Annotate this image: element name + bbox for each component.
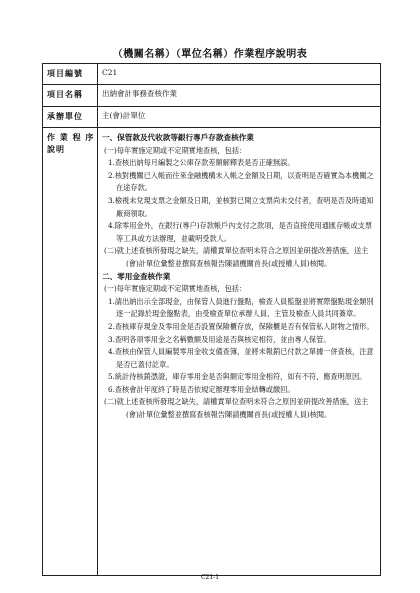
section-2-item: 5.統計待核銷憑證，庫存零用金是否與額定零用金相符，如有不符，應查明原因。 (108, 372, 367, 382)
page-title: （機關名稱）（單位名稱）作業程序說明表 (112, 49, 308, 60)
item-number-row (43, 64, 381, 85)
section-2-followup-text: (二)就上述查核所發現之缺失，請權責單位查明未符合之原因並研提改善措施，送主(會)計單位彙整並撰寫查核報告陳請機關首長(或授權人員)核閱。 (104, 397, 369, 420)
section-2-item: 4.查核由保管人員編製零用金收支備查簿，並將未報銷已付款之單據一併查核，注意是否已蓋付訖章。 (108, 347, 374, 369)
unit-row (43, 107, 381, 128)
section-1-followup-text: (二)就上述查核所發現之缺失，請權責單位查明未符合之原因並研提改善措施，送主(會)計單位彙整並撰寫查核報告陳請機關首長(或授權人員)核閱。 (104, 246, 369, 268)
section-1-intro: (一)每年實施定期或不定期實地查核，包括： (104, 145, 247, 155)
item-number-value: C21 (98, 64, 381, 85)
item-name-value: 出納會計事務查核作業 (98, 85, 381, 107)
description-label: 作 業 程 序 說明 (43, 128, 98, 576)
section-1-item: 4.除零用金外，在銀行(專户)存款帳戶內支付之款項，是否直接使用通匯存帳或支票等工具或方法辦理，並載明受款人。 (108, 221, 373, 243)
item-number-label: 項目編號 (43, 64, 98, 85)
section-1-followup (102, 245, 374, 270)
section-2-intro: (一)每年實施定期或不定期實地查核，包括： (104, 284, 247, 294)
section-1-item: 3.檢視未兌現支票之金額及日期，並核對已開立支票尚未交付者，查明是否及時通知廠商領取。 (108, 195, 374, 218)
section-2-item: 6.查核會計年度終了時是否依規定辦理零用金結轉或繳回。 (108, 384, 295, 394)
page-number: C21-1 (200, 574, 220, 581)
item-name-row (43, 85, 381, 107)
section-2-item: 1.請出納出示全部現金，由保管人員進行盤點，檢查人員監盤並將實際盤點現金類別逐一記錄於現金盤點表，由受檢查單位承辦人員、主管及檢查人員共同簽章。 (108, 296, 374, 319)
unit-value: 主(會)計單位 (98, 107, 381, 128)
description-content (98, 128, 381, 576)
section-1-title: 一、保管款及代收款等銀行專戶存款查核作業 (102, 133, 254, 142)
unit-label: 承辦單位 (43, 107, 98, 128)
section-1-item: 1.查核出納每月編製之公庫存款差額解釋表是否正確無誤。 (108, 158, 295, 168)
section-2-title: 二、零用金查核作業 (102, 271, 171, 281)
section-2-item: 2.查核庫存現金及零用金是否設置保險櫃存放，保險櫃是否有保管私人財物之情形。 (108, 321, 374, 331)
item-name-label: 項目名稱 (43, 85, 98, 107)
section-1-item: 2.核對機關已入帳而往來金融機構未入帳之金額及日期，以查明是否確實為本機關之在途存款。 (108, 170, 374, 193)
procedure-table (42, 63, 381, 576)
description-row (43, 128, 381, 576)
section-2-item: 3.查明各項零用金之名稱數額及用途是否與核定相符，並由專人保管。 (108, 334, 331, 344)
section-2-followup (102, 396, 374, 421)
